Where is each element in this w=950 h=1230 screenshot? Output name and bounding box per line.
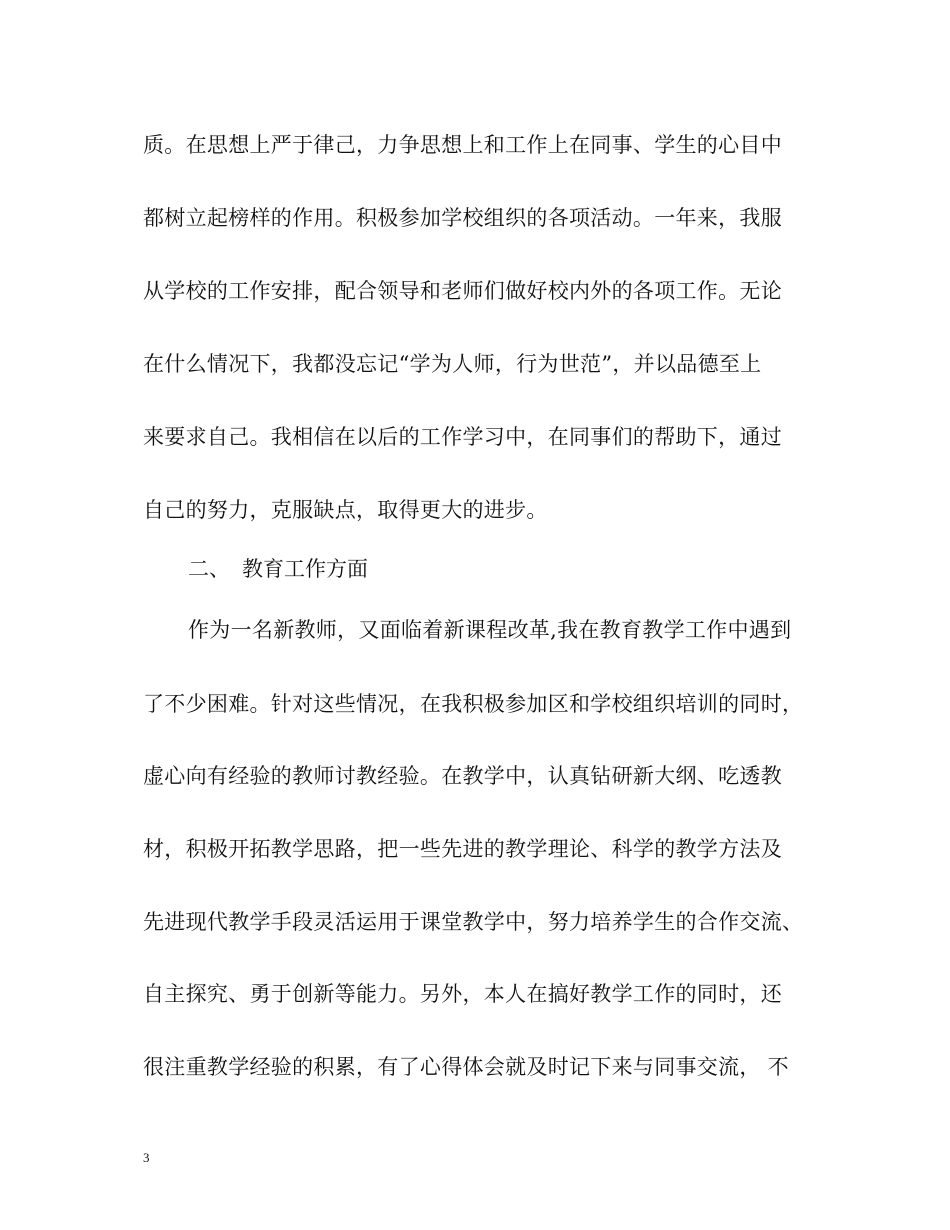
paragraph-line: 了不少困难。针对这些情况，在我积极参加区和学校组织培训的同时，	[143, 692, 804, 716]
paragraph-line: 质。在思想上严于律己，力争思想上和工作上在同事、学生的心目中	[143, 133, 782, 157]
paragraph-line: 从学校的工作安排，配合领导和老师们做好校内外的各项工作。无论	[143, 279, 782, 303]
paragraph-line: 自主探究、勇于创新等能力。另外，本人在搞好教学工作的同时，还	[143, 982, 782, 1006]
paragraph-line: 在什么情况下，我都没忘记“学为人师，行为世范”，并以品德至上	[143, 352, 762, 376]
paragraph-line: 材，积极开拓教学思路，把一些先进的教学理论、科学的教学方法及	[143, 837, 782, 861]
paragraph-line: 都树立起榜样的作用。积极参加学校组织的各项活动。一年来，我服	[143, 206, 782, 230]
paragraph-line: 先进现代教学手段灵活运用于课堂教学中，努力培养学生的合作交流、	[143, 910, 804, 934]
section-heading-title: 教育工作方面	[242, 557, 368, 581]
paragraph-line: 自己的努力，克服缺点，取得更大的进步。	[143, 498, 548, 522]
paragraph-line: 作为一名新教师，又面临着新课程改革,我在教育教学工作中遇到	[188, 618, 792, 642]
page-number: 3	[143, 1150, 150, 1165]
paragraph-line: 来要求自己。我相信在以后的工作学习中，在同事们的帮助下，通过	[143, 425, 782, 449]
paragraph-line: 很注重教学经验的积累，有了心得体会就及时记下来与同事交流， 不	[143, 1055, 789, 1079]
section-heading-number: 二、	[188, 557, 230, 581]
paragraph-line: 虚心向有经验的教师讨教经验。在教学中，认真钻研新大纲、吃透教	[143, 764, 782, 788]
